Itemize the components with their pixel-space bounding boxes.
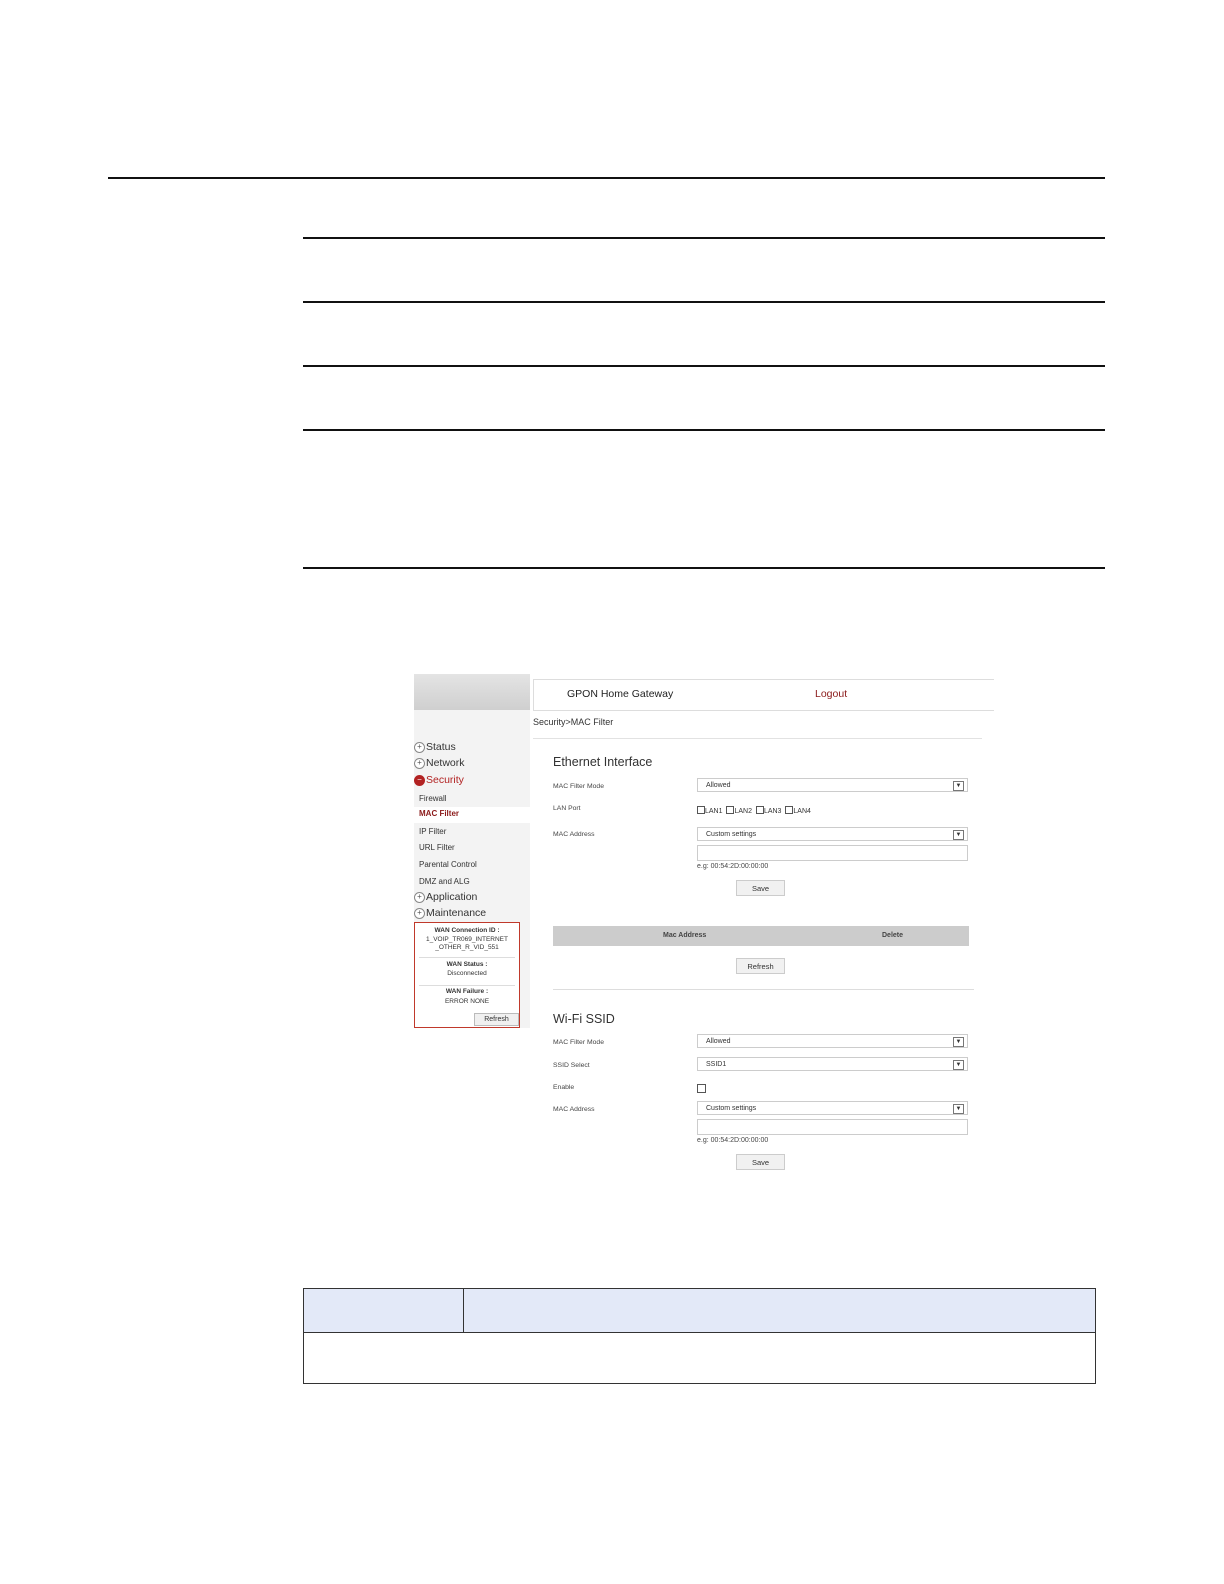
top-header	[533, 679, 994, 711]
lan3-label: LAN3	[763, 808, 782, 815]
eth-mac-select[interactable]	[697, 827, 968, 841]
mac-table-header	[553, 926, 969, 946]
wan-conn-value: 1_VOIP_TR069_INTERNET	[425, 936, 508, 943]
wifi-mac-label: MAC Address	[553, 1106, 595, 1113]
eth-mac-select-value: Custom settings	[706, 831, 757, 838]
nav-ip-filter[interactable]: IP Filter	[419, 827, 447, 836]
eth-mode-value: Allowed	[706, 782, 731, 789]
nav-application[interactable]: + Application	[414, 891, 477, 903]
section-rule	[303, 301, 1105, 303]
eth-mode-label: MAC Filter Mode	[553, 783, 604, 790]
wifi-mode-select[interactable]	[697, 1034, 968, 1048]
section-rule	[303, 567, 1105, 569]
divider	[419, 985, 515, 986]
wifi-mac-select[interactable]	[697, 1101, 968, 1115]
chevron-down-icon: ▼	[953, 830, 964, 840]
nav-status[interactable]: + Status	[414, 741, 456, 753]
lan2-label: LAN2	[734, 808, 752, 815]
wifi-mac-hint: e.g: 00:54:2D:00:00:00	[697, 1137, 769, 1144]
wifi-mode-value: Allowed	[706, 1038, 731, 1045]
app-title: GPON Home Gateway	[567, 688, 674, 700]
plus-icon: +	[414, 742, 425, 753]
nav-url-filter[interactable]: URL Filter	[419, 843, 455, 852]
table-refresh-button[interactable]: Refresh	[736, 958, 785, 974]
lan1-label: LAN1	[705, 808, 723, 815]
nav-firewall[interactable]: Firewall	[419, 794, 447, 803]
plus-icon: +	[414, 758, 425, 769]
col-mac-address: Mac Address	[663, 932, 707, 939]
lan3-checkbox[interactable]	[756, 806, 764, 814]
eth-mode-select[interactable]	[697, 778, 968, 792]
lan4-label: LAN4	[793, 808, 811, 815]
ethernet-title: Ethernet Interface	[553, 755, 653, 769]
lan-port-group	[697, 806, 813, 815]
wan-refresh-button[interactable]: Refresh	[474, 1013, 519, 1026]
nav-maintenance[interactable]: + Maintenance	[414, 907, 486, 919]
parameter-table	[303, 1288, 1096, 1384]
eth-save-button[interactable]: Save	[736, 880, 785, 896]
wifi-title: Wi-Fi SSID	[553, 1012, 615, 1026]
chevron-down-icon: ▼	[953, 1037, 964, 1047]
wan-conn-label: WAN Connection ID :	[434, 927, 500, 934]
divider	[419, 957, 515, 958]
eth-mac-hint: e.g: 00:54:2D:00:00:00	[697, 863, 769, 870]
nav-dmz-alg[interactable]: DMZ and ALG	[419, 877, 470, 886]
lan-port-label: LAN Port	[553, 805, 581, 812]
wan-status-box	[414, 922, 520, 1028]
chevron-down-icon: ▼	[953, 1060, 964, 1070]
nav-mac-filter[interactable]: MAC Filter	[414, 807, 530, 823]
wifi-mac-input[interactable]	[697, 1119, 968, 1135]
section-rule	[303, 365, 1105, 367]
enable-checkbox[interactable]	[697, 1084, 706, 1093]
lan1-checkbox[interactable]	[697, 806, 705, 814]
section-rule	[303, 237, 1105, 239]
eth-mac-input[interactable]	[697, 845, 968, 861]
minus-icon: −	[414, 775, 425, 786]
nav-network[interactable]: + Network	[414, 757, 465, 769]
plus-icon: +	[414, 892, 425, 903]
wan-status-label: WAN Status :	[446, 961, 488, 968]
ssid-select-label: SSID Select	[553, 1062, 590, 1069]
wan-conn-value-cont: _OTHER_R_VID_551	[435, 944, 499, 951]
nav-parental-control[interactable]: Parental Control	[419, 860, 477, 869]
divider	[553, 989, 974, 990]
logout-link[interactable]: Logout	[815, 688, 848, 700]
table-header-cell	[304, 1289, 464, 1332]
wan-status-value: Disconnected	[447, 970, 487, 977]
plus-icon: +	[414, 908, 425, 919]
wifi-mac-select-value: Custom settings	[706, 1105, 757, 1112]
table-header-cell	[464, 1289, 1095, 1332]
wan-failure-value: ERROR NONE	[444, 998, 490, 1005]
nav-security[interactable]: − Security	[414, 774, 464, 786]
chevron-down-icon: ▼	[953, 1104, 964, 1114]
chevron-down-icon: ▼	[953, 781, 964, 791]
gateway-screenshot	[414, 674, 994, 1174]
col-delete: Delete	[882, 932, 904, 939]
divider	[533, 738, 982, 739]
sidebar-header	[414, 674, 530, 710]
breadcrumb: Security>MAC Filter	[533, 717, 614, 727]
page-header-rule	[108, 177, 1105, 179]
wifi-save-button[interactable]: Save	[736, 1154, 785, 1170]
enable-label: Enable	[553, 1084, 575, 1091]
section-rule	[303, 429, 1105, 431]
eth-mac-label: MAC Address	[553, 831, 595, 838]
wan-failure-label: WAN Failure :	[445, 988, 489, 995]
table-row-divider	[304, 1332, 1095, 1333]
wifi-mode-label: MAC Filter Mode	[553, 1039, 604, 1046]
ssid-select-value: SSID1	[706, 1061, 727, 1068]
ssid-select[interactable]	[697, 1057, 968, 1071]
